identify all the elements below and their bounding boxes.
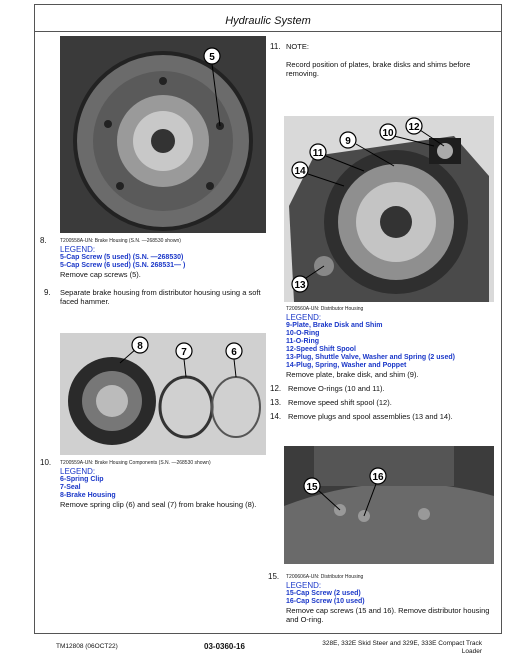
- step-13-number: 13.: [270, 398, 282, 407]
- legend-item: 9-Plate, Brake Disk and Shim: [286, 322, 383, 329]
- callout-10: 10: [382, 128, 394, 139]
- step-10-text: Remove spring clip (6) and seal (7) from brake housing (8).: [60, 500, 257, 509]
- legend-title-step-10: LEGEND:: [60, 467, 96, 476]
- fig-label-step-15: T200606A-UN: Distributor Housing: [286, 574, 364, 580]
- legend-item: 10-O-Ring: [286, 330, 320, 337]
- callout-16: 16: [372, 472, 384, 483]
- callout-11: 11: [312, 148, 324, 159]
- legend-item: 16-Cap Screw (10 used): [286, 598, 365, 605]
- note-heading: NOTE:: [286, 42, 309, 51]
- model-line: [322, 640, 482, 656]
- legend-item: 7-Seal: [60, 484, 81, 491]
- legend-item: 5-Cap Screw (5 used) (S.N. —268530): [60, 254, 184, 261]
- step-14-text: Remove plugs and spool assemblies (13 and 14).: [288, 412, 453, 421]
- page-number: 03-0360-16: [204, 642, 245, 651]
- legend-item: 15-Cap Screw (2 used): [286, 590, 361, 597]
- note-text: Record position of plates, brake disks and shims before removing.: [286, 60, 471, 78]
- step-15-number: 15.: [268, 572, 280, 581]
- legend-item: 6-Spring Clip: [60, 476, 104, 483]
- photo-distributor-housing: [284, 116, 494, 302]
- photo-brake-components: [60, 333, 266, 455]
- step-8-number: 8.: [40, 236, 47, 245]
- fig-label-step-11: T200560A-UN: Distributor Housing: [286, 306, 364, 312]
- footer-rule: [34, 633, 502, 634]
- step-15-text-line2: and O-ring.: [286, 615, 324, 624]
- model-line-2: Loader: [461, 648, 482, 655]
- model-line-1: 328E, 332E Skid Steer and 329E, 333E Compact Track: [322, 640, 482, 647]
- legend-title-step-15: LEGEND:: [286, 581, 322, 590]
- photo-distributor-capscrews: [284, 446, 494, 564]
- callout-8: 8: [137, 341, 143, 352]
- header-rule: [35, 31, 501, 32]
- section-title: Hydraulic System: [225, 15, 311, 27]
- legend-item: 14-Plug, Spring, Washer and Poppet: [286, 362, 407, 369]
- callout-9: 9: [345, 136, 351, 147]
- step-12-text: Remove O-rings (10 and 11).: [288, 384, 385, 393]
- legend-item: 12-Speed Shift Spool: [286, 346, 357, 353]
- callout-5: 5: [209, 52, 215, 63]
- photo-brake-housing: [60, 36, 266, 233]
- legend-title-step-8: LEGEND:: [60, 245, 96, 254]
- callout-15: 15: [306, 482, 318, 493]
- callout-14: 14: [294, 166, 306, 177]
- legend-item: 13-Plug, Shuttle Valve, Washer and Spring (2 used): [286, 354, 455, 361]
- step-15-text-line1: Remove cap screws (15 and 16). Remove distributor housing: [286, 606, 490, 615]
- step-11-text: Remove plate, brake disk, and shim (9).: [286, 370, 419, 379]
- fig-label-step-10: T200559A-UN: Brake Housing Components (S.N. —268530 shown): [60, 460, 211, 466]
- step-8-text: Remove cap screws (5).: [60, 270, 141, 279]
- legend-item: 8-Brake Housing: [60, 492, 116, 499]
- callout-7: 7: [181, 347, 187, 358]
- legend-item: 5-Cap Screw (6 used) (S.N. 268531— ): [60, 262, 186, 269]
- step-14-number: 14.: [270, 412, 282, 421]
- step-9-text: Separate brake housing from distributor housing using a soft faced hammer.: [60, 288, 261, 306]
- legend-title-step-11: LEGEND:: [286, 313, 322, 322]
- callout-12: 12: [408, 122, 420, 133]
- legend-item: 11-O-Ring: [286, 338, 320, 345]
- callout-6: 6: [231, 347, 237, 358]
- manual-id: TM12808 (06OCT22): [56, 643, 118, 650]
- step-11-number: 11.: [270, 42, 281, 51]
- step-12-number: 12.: [270, 384, 282, 393]
- step-10-number: 10.: [40, 458, 52, 467]
- step-13-text: Remove speed shift spool (12).: [288, 398, 392, 407]
- fig-label-step-8: T200558A-UN: Brake Housing (S.N. —268530 shown): [60, 238, 181, 244]
- callout-13: 13: [294, 280, 306, 291]
- step-9-number: 9.: [44, 288, 51, 297]
